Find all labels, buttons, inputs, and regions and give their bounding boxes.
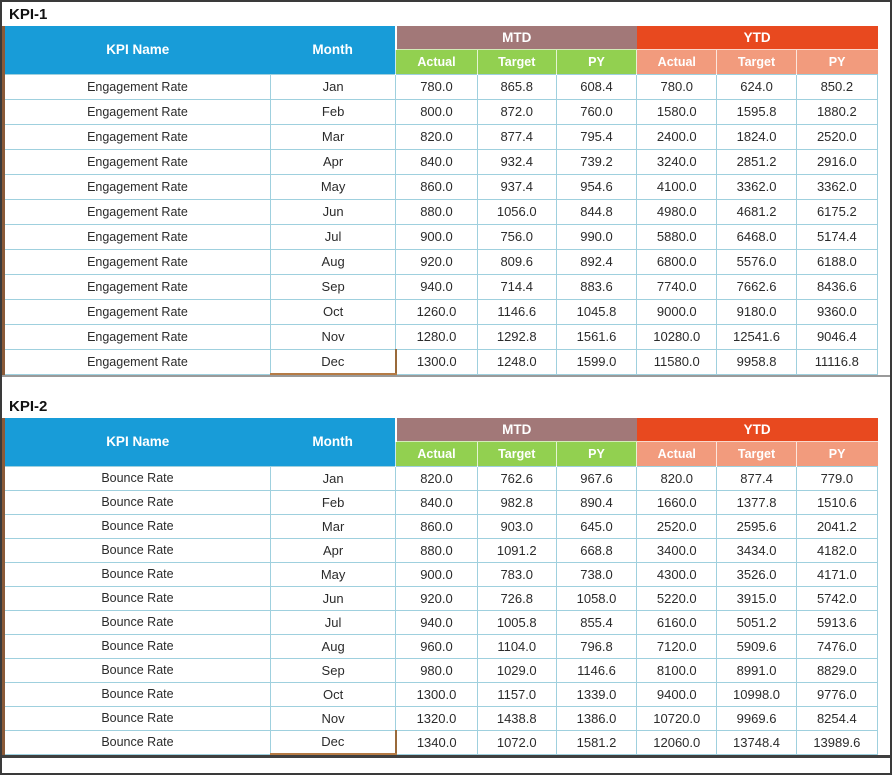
mtd-group-header[interactable]: MTD (396, 26, 637, 49)
mtd-target-cell[interactable]: 1091.2 (477, 538, 556, 562)
table-row (4, 99, 878, 124)
table-row (4, 634, 878, 658)
table-row (4, 124, 878, 149)
mtd-target-header[interactable]: Target (477, 49, 556, 74)
ytd-py-cell[interactable]: 2916.0 (796, 149, 877, 174)
month-cell[interactable]: Feb (270, 490, 395, 514)
ytd-target-cell[interactable]: 2851.2 (717, 149, 796, 174)
table-row (4, 324, 878, 349)
kpi-name-cell[interactable]: Engagement Rate (4, 349, 271, 374)
mtd-actual-cell[interactable]: 940.0 (396, 274, 477, 299)
table-row (4, 299, 878, 324)
mtd-py-cell[interactable]: 739.2 (556, 149, 636, 174)
ytd-py-cell[interactable]: 2520.0 (796, 124, 877, 149)
mtd-target-cell[interactable]: 783.0 (477, 562, 556, 586)
kpi-name-cell[interactable]: Bounce Rate (4, 562, 271, 586)
table-row (4, 610, 878, 634)
ytd-py-cell[interactable]: 9360.0 (796, 299, 877, 324)
ytd-actual-cell[interactable]: 6800.0 (637, 249, 717, 274)
ytd-group-header[interactable]: YTD (637, 26, 878, 49)
mtd-group-header[interactable]: MTD (396, 418, 637, 441)
kpi-name-cell[interactable]: Bounce Rate (4, 490, 271, 514)
table-row (4, 199, 878, 224)
kpi-name-cell[interactable]: Engagement Rate (4, 324, 271, 349)
table-2-bottom-border (2, 755, 892, 758)
month-cell[interactable]: Feb (270, 99, 395, 124)
ytd-py-cell[interactable]: 5174.4 (796, 224, 877, 249)
ytd-target-cell[interactable]: 877.4 (717, 466, 796, 490)
ytd-py-cell[interactable]: 9776.0 (796, 682, 877, 706)
ytd-py-cell[interactable]: 1880.2 (796, 99, 877, 124)
kpi-name-cell[interactable]: Engagement Rate (4, 74, 271, 99)
table-row (4, 249, 878, 274)
mtd-target-cell[interactable]: 1005.8 (477, 610, 556, 634)
ytd-actual-cell[interactable]: 9400.0 (637, 682, 717, 706)
ytd-target-cell[interactable]: 2595.6 (717, 514, 796, 538)
kpi-name-cell[interactable]: Engagement Rate (4, 199, 271, 224)
ytd-target-cell[interactable]: 3915.0 (717, 586, 796, 610)
kpi-name-cell[interactable]: Bounce Rate (4, 466, 271, 490)
ytd-py-cell[interactable]: 8829.0 (796, 658, 877, 682)
ytd-actual-cell[interactable]: 4300.0 (637, 562, 717, 586)
ytd-target-header[interactable]: Target (717, 49, 796, 74)
kpi-name-cell[interactable]: Bounce Rate (4, 514, 271, 538)
table-row (4, 538, 878, 562)
month-cell[interactable]: Oct (270, 299, 395, 324)
ytd-target-cell[interactable]: 13748.4 (717, 730, 796, 754)
kpi-name-cell[interactable]: Bounce Rate (4, 634, 271, 658)
ytd-py-cell[interactable]: 5742.0 (796, 586, 877, 610)
kpi-2-section (2, 377, 890, 758)
mtd-actual-cell[interactable]: 1320.0 (396, 706, 477, 730)
ytd-py-cell[interactable]: 1510.6 (796, 490, 877, 514)
month-cell[interactable]: Nov (270, 324, 395, 349)
mtd-py-cell[interactable]: 855.4 (556, 610, 636, 634)
ytd-target-cell[interactable]: 9969.6 (717, 706, 796, 730)
table-row (4, 349, 878, 374)
ytd-py-cell[interactable]: 9046.4 (796, 324, 877, 349)
mtd-actual-cell[interactable]: 840.0 (396, 149, 477, 174)
table-row (4, 514, 878, 538)
mtd-actual-cell[interactable]: 1340.0 (396, 730, 477, 754)
mtd-actual-cell[interactable]: 840.0 (396, 490, 477, 514)
mtd-target-cell[interactable]: 1029.0 (477, 658, 556, 682)
mtd-py-header[interactable]: PY (556, 441, 636, 466)
ytd-actual-cell[interactable]: 10720.0 (637, 706, 717, 730)
ytd-actual-header[interactable]: Actual (637, 441, 717, 466)
month-cell[interactable]: Sep (270, 658, 395, 682)
mtd-target-cell[interactable]: 762.6 (477, 466, 556, 490)
mtd-target-header[interactable]: Target (477, 441, 556, 466)
table-row (4, 658, 878, 682)
mtd-target-cell[interactable]: 1146.6 (477, 299, 556, 324)
mtd-py-cell[interactable]: 1386.0 (556, 706, 636, 730)
ytd-actual-cell[interactable]: 6160.0 (637, 610, 717, 634)
month-cell[interactable]: Aug (270, 634, 395, 658)
month-cell[interactable]: Dec (270, 349, 395, 374)
kpi-name-cell[interactable]: Engagement Rate (4, 299, 271, 324)
ytd-actual-cell[interactable]: 8100.0 (637, 658, 717, 682)
mtd-target-cell[interactable]: 877.4 (477, 124, 556, 149)
mtd-target-cell[interactable]: 714.4 (477, 274, 556, 299)
ytd-actual-cell[interactable]: 1660.0 (637, 490, 717, 514)
mtd-target-cell[interactable]: 865.8 (477, 74, 556, 99)
table-row (4, 682, 878, 706)
mtd-py-header[interactable]: PY (556, 49, 636, 74)
mtd-py-cell[interactable]: 608.4 (556, 74, 636, 99)
ytd-actual-cell[interactable]: 820.0 (637, 466, 717, 490)
mtd-py-cell[interactable]: 760.0 (556, 99, 636, 124)
mtd-actual-cell[interactable]: 780.0 (396, 74, 477, 99)
mtd-actual-cell[interactable]: 800.0 (396, 99, 477, 124)
ytd-py-cell[interactable]: 5913.6 (796, 610, 877, 634)
ytd-actual-cell[interactable]: 11580.0 (637, 349, 717, 374)
ytd-py-cell[interactable]: 7476.0 (796, 634, 877, 658)
kpi-name-cell[interactable]: Engagement Rate (4, 99, 271, 124)
table-row (4, 74, 878, 99)
mtd-target-cell[interactable]: 1157.0 (477, 682, 556, 706)
kpi-name-cell[interactable]: Bounce Rate (4, 610, 271, 634)
kpi-name-cell[interactable]: Engagement Rate (4, 124, 271, 149)
mtd-actual-cell[interactable]: 920.0 (396, 249, 477, 274)
ytd-target-cell[interactable]: 5051.2 (717, 610, 796, 634)
kpi-name-cell[interactable]: Engagement Rate (4, 249, 271, 274)
ytd-actual-cell[interactable]: 10280.0 (637, 324, 717, 349)
month-cell[interactable]: Jan (270, 466, 395, 490)
month-cell[interactable]: Mar (270, 514, 395, 538)
ytd-py-header[interactable]: PY (796, 441, 877, 466)
ytd-py-cell[interactable]: 6188.0 (796, 249, 877, 274)
mtd-target-cell[interactable]: 982.8 (477, 490, 556, 514)
ytd-target-cell[interactable]: 1595.8 (717, 99, 796, 124)
mtd-target-cell[interactable]: 756.0 (477, 224, 556, 249)
mtd-target-cell[interactable]: 1056.0 (477, 199, 556, 224)
group-header-row (4, 418, 878, 441)
mtd-actual-cell[interactable]: 820.0 (396, 466, 477, 490)
kpi-name-cell[interactable]: Engagement Rate (4, 174, 271, 199)
ytd-actual-cell[interactable]: 780.0 (637, 74, 717, 99)
ytd-actual-header[interactable]: Actual (637, 49, 717, 74)
kpi-name-cell[interactable]: Bounce Rate (4, 706, 271, 730)
kpi-2-table (2, 418, 878, 755)
mtd-py-cell[interactable]: 990.0 (556, 224, 636, 249)
month-cell[interactable]: Apr (270, 538, 395, 562)
mtd-target-cell[interactable]: 872.0 (477, 99, 556, 124)
mtd-py-cell[interactable]: 844.8 (556, 199, 636, 224)
mtd-actual-header[interactable]: Actual (396, 441, 477, 466)
kpi-1-section (2, 2, 890, 377)
kpi-1-table (2, 26, 878, 375)
ytd-py-cell[interactable]: 8436.6 (796, 274, 877, 299)
mtd-py-cell[interactable]: 1146.6 (556, 658, 636, 682)
mtd-target-cell[interactable]: 903.0 (477, 514, 556, 538)
mtd-actual-cell[interactable]: 860.0 (396, 174, 477, 199)
mtd-py-cell[interactable]: 1339.0 (556, 682, 636, 706)
ytd-target-cell[interactable]: 3526.0 (717, 562, 796, 586)
mtd-actual-cell[interactable]: 860.0 (396, 514, 477, 538)
mtd-actual-cell[interactable]: 900.0 (396, 562, 477, 586)
mtd-actual-cell[interactable]: 1280.0 (396, 324, 477, 349)
mtd-actual-cell[interactable]: 1300.0 (396, 682, 477, 706)
kpi-name-cell[interactable]: Bounce Rate (4, 538, 271, 562)
mtd-py-cell[interactable]: 1058.0 (556, 586, 636, 610)
mtd-py-cell[interactable]: 967.6 (556, 466, 636, 490)
table-row (4, 490, 878, 514)
ytd-target-cell[interactable]: 4681.2 (717, 199, 796, 224)
month-cell[interactable]: Jul (270, 610, 395, 634)
ytd-py-cell[interactable]: 6175.2 (796, 199, 877, 224)
month-cell[interactable]: Jul (270, 224, 395, 249)
kpi-2-section-title: KPI-2 (9, 398, 48, 415)
mtd-target-cell[interactable]: 1104.0 (477, 634, 556, 658)
kpi-name-cell[interactable]: Bounce Rate (4, 658, 271, 682)
mtd-actual-cell[interactable]: 980.0 (396, 658, 477, 682)
ytd-py-header[interactable]: PY (796, 49, 877, 74)
month-cell[interactable]: Jun (270, 199, 395, 224)
ytd-py-cell[interactable]: 13989.6 (796, 730, 877, 754)
mtd-actual-cell[interactable]: 880.0 (396, 538, 477, 562)
mtd-py-cell[interactable]: 668.8 (556, 538, 636, 562)
ytd-py-cell[interactable]: 11116.8 (796, 349, 877, 374)
mtd-py-cell[interactable]: 645.0 (556, 514, 636, 538)
mtd-py-cell[interactable]: 1581.2 (556, 730, 636, 754)
mtd-actual-cell[interactable]: 820.0 (396, 124, 477, 149)
mtd-actual-cell[interactable]: 940.0 (396, 610, 477, 634)
kpi-name-column-header[interactable]: KPI Name (4, 418, 271, 466)
ytd-py-cell[interactable]: 2041.2 (796, 514, 877, 538)
mtd-target-cell[interactable]: 1292.8 (477, 324, 556, 349)
mtd-actual-cell[interactable]: 960.0 (396, 634, 477, 658)
month-cell[interactable]: Apr (270, 149, 395, 174)
mtd-py-cell[interactable]: 1599.0 (556, 349, 636, 374)
month-cell[interactable]: Nov (270, 706, 395, 730)
ytd-actual-cell[interactable]: 1580.0 (637, 99, 717, 124)
ytd-group-header[interactable]: YTD (637, 418, 878, 441)
ytd-actual-cell[interactable]: 3400.0 (637, 538, 717, 562)
kpi-1-section-title: KPI-1 (9, 6, 48, 23)
ytd-target-cell[interactable]: 12541.6 (717, 324, 796, 349)
mtd-py-cell[interactable]: 738.0 (556, 562, 636, 586)
table-row (4, 224, 878, 249)
table-row (4, 730, 878, 754)
mtd-actual-cell[interactable]: 920.0 (396, 586, 477, 610)
ytd-py-cell[interactable]: 4171.0 (796, 562, 877, 586)
month-cell[interactable]: Oct (270, 682, 395, 706)
mtd-py-cell[interactable]: 892.4 (556, 249, 636, 274)
kpi-name-cell[interactable]: Bounce Rate (4, 682, 271, 706)
ytd-actual-cell[interactable]: 5880.0 (637, 224, 717, 249)
mtd-actual-cell[interactable]: 1300.0 (396, 349, 477, 374)
month-column-header[interactable]: Month (270, 26, 395, 74)
ytd-py-cell[interactable]: 8254.4 (796, 706, 877, 730)
ytd-actual-cell[interactable]: 4100.0 (637, 174, 717, 199)
ytd-py-cell[interactable]: 779.0 (796, 466, 877, 490)
ytd-py-cell[interactable]: 850.2 (796, 74, 877, 99)
ytd-actual-cell[interactable]: 2400.0 (637, 124, 717, 149)
ytd-actual-cell[interactable]: 7740.0 (637, 274, 717, 299)
mtd-py-cell[interactable]: 954.6 (556, 174, 636, 199)
mtd-target-cell[interactable]: 809.6 (477, 249, 556, 274)
mtd-py-cell[interactable]: 890.4 (556, 490, 636, 514)
mtd-actual-header[interactable]: Actual (396, 49, 477, 74)
group-header-row (4, 26, 878, 49)
month-cell[interactable]: Aug (270, 249, 395, 274)
ytd-target-cell[interactable]: 7662.6 (717, 274, 796, 299)
mtd-target-cell[interactable]: 932.4 (477, 149, 556, 174)
ytd-py-cell[interactable]: 4182.0 (796, 538, 877, 562)
month-cell[interactable]: Jun (270, 586, 395, 610)
month-column-header[interactable]: Month (270, 418, 395, 466)
kpi-name-cell[interactable]: Bounce Rate (4, 586, 271, 610)
mtd-target-cell[interactable]: 1072.0 (477, 730, 556, 754)
mtd-py-cell[interactable]: 796.8 (556, 634, 636, 658)
month-cell[interactable]: Jan (270, 74, 395, 99)
table-row (4, 586, 878, 610)
kpi-name-column-header[interactable]: KPI Name (4, 26, 271, 74)
table-row (4, 174, 878, 199)
table-row (4, 149, 878, 174)
ytd-target-cell[interactable]: 3362.0 (717, 174, 796, 199)
ytd-target-cell[interactable]: 5909.6 (717, 634, 796, 658)
ytd-target-cell[interactable]: 9180.0 (717, 299, 796, 324)
ytd-target-cell[interactable]: 1377.8 (717, 490, 796, 514)
month-cell[interactable]: Sep (270, 274, 395, 299)
mtd-actual-cell[interactable]: 880.0 (396, 199, 477, 224)
ytd-target-cell[interactable]: 10998.0 (717, 682, 796, 706)
table-row (4, 274, 878, 299)
mtd-target-cell[interactable]: 1248.0 (477, 349, 556, 374)
ytd-target-cell[interactable]: 624.0 (717, 74, 796, 99)
table-row (4, 466, 878, 490)
kpi-name-cell[interactable]: Engagement Rate (4, 149, 271, 174)
ytd-actual-cell[interactable]: 3240.0 (637, 149, 717, 174)
ytd-target-cell[interactable]: 3434.0 (717, 538, 796, 562)
table-row (4, 562, 878, 586)
month-cell[interactable]: May (270, 562, 395, 586)
ytd-target-cell[interactable]: 1824.0 (717, 124, 796, 149)
month-cell[interactable]: Dec (270, 730, 395, 754)
kpi-name-cell[interactable]: Engagement Rate (4, 274, 271, 299)
ytd-target-cell[interactable]: 5576.0 (717, 249, 796, 274)
ytd-target-header[interactable]: Target (717, 441, 796, 466)
month-cell[interactable]: May (270, 174, 395, 199)
ytd-actual-cell[interactable]: 2520.0 (637, 514, 717, 538)
ytd-target-cell[interactable]: 8991.0 (717, 658, 796, 682)
table-row (4, 706, 878, 730)
mtd-actual-cell[interactable]: 900.0 (396, 224, 477, 249)
ytd-target-cell[interactable]: 6468.0 (717, 224, 796, 249)
ytd-actual-cell[interactable]: 7120.0 (637, 634, 717, 658)
mtd-py-cell[interactable]: 1561.6 (556, 324, 636, 349)
ytd-actual-cell[interactable]: 5220.0 (637, 586, 717, 610)
mtd-target-cell[interactable]: 726.8 (477, 586, 556, 610)
mtd-actual-cell[interactable]: 1260.0 (396, 299, 477, 324)
ytd-py-cell[interactable]: 3362.0 (796, 174, 877, 199)
ytd-actual-cell[interactable]: 9000.0 (637, 299, 717, 324)
kpi-name-cell[interactable]: Bounce Rate (4, 730, 271, 754)
mtd-py-cell[interactable]: 1045.8 (556, 299, 636, 324)
mtd-target-cell[interactable]: 1438.8 (477, 706, 556, 730)
mtd-py-cell[interactable]: 795.4 (556, 124, 636, 149)
month-cell[interactable]: Mar (270, 124, 395, 149)
mtd-target-cell[interactable]: 937.4 (477, 174, 556, 199)
ytd-actual-cell[interactable]: 12060.0 (637, 730, 717, 754)
kpi-name-cell[interactable]: Engagement Rate (4, 224, 271, 249)
mtd-py-cell[interactable]: 883.6 (556, 274, 636, 299)
ytd-actual-cell[interactable]: 4980.0 (637, 199, 717, 224)
ytd-target-cell[interactable]: 9958.8 (717, 349, 796, 374)
